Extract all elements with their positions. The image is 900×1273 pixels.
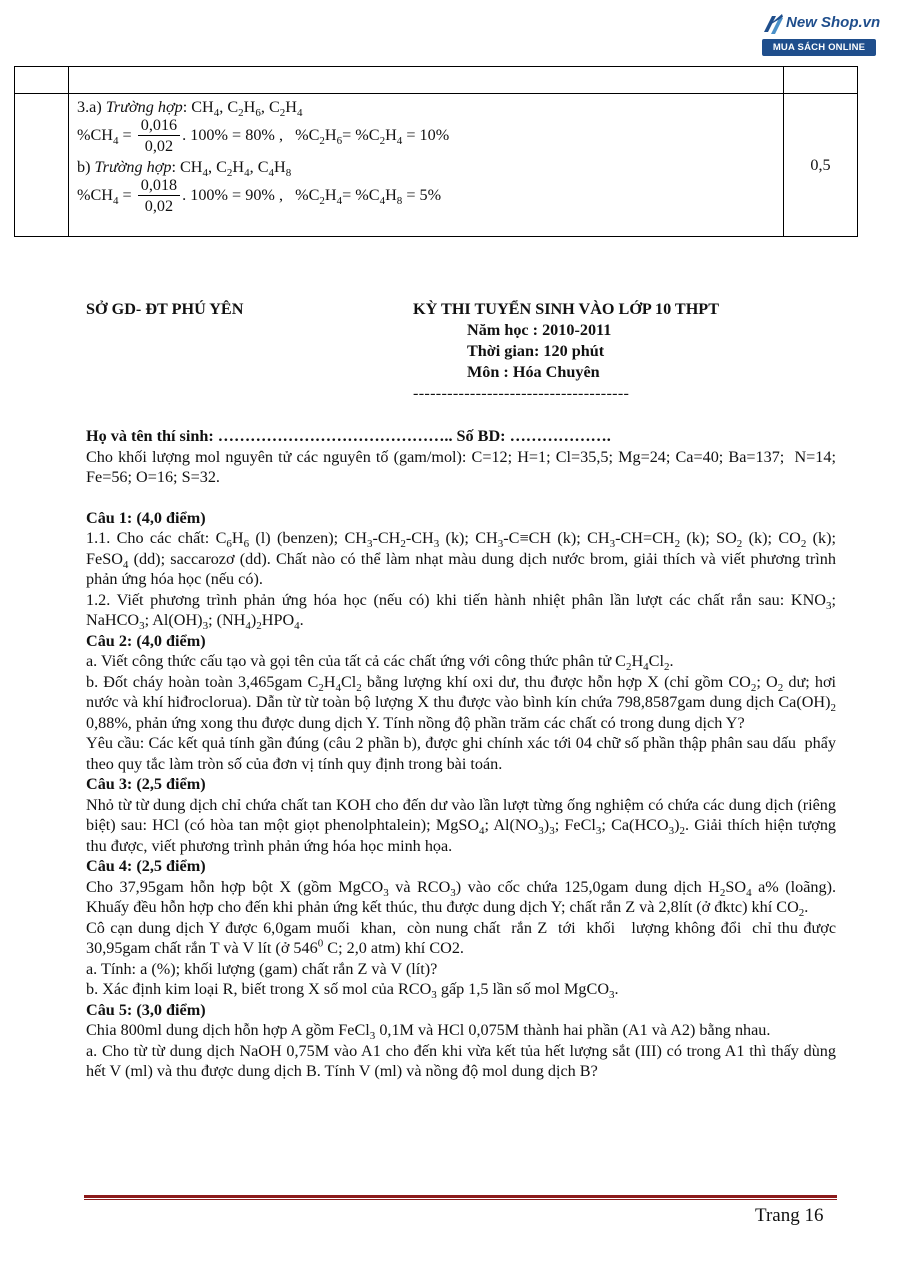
atomic-masses: Cho khối lượng mol nguyên tử các nguyên tố (gam/mol): C=12; H=1; Cl=35,5; Mg=24; Ca=40; Ba=137; N=14; Fe=56; O=16; S=32. xyxy=(86,447,836,486)
score-cell: 0,5 xyxy=(784,94,858,237)
question-4-a: a. Tính: a (%); khối lượng (gam) chất rắn Z và V (lít)? xyxy=(86,959,438,978)
question-2-b: b. Đốt cháy hoàn toàn 3,465gam $C_2H_4Cl_2$ bằng lượng khí oxi dư, thu được hỗn hợp X (chỉ gồm $CO_2$; $O_2$ dư; hơi nước và khí hiđroclorua). Dẫn từ từ toàn bộ lượng X thu được vào bình kín chứa 798,8587gam dung dịch $Ca(OH)_2$ 0,88%, phản ứng xong thu được dung dịch Y. Tính nồng độ phần trăm các chất có trong dung dịch Y? xyxy=(86,672,837,732)
logo-tagline: MUA SÁCH ONLINE xyxy=(762,39,876,56)
fraction-denominator: 0,02 xyxy=(144,137,174,155)
question-5-title: Câu 5: (3,0 điểm) xyxy=(86,1000,206,1019)
department-name: SỞ GD- ĐT PHÚ YÊN xyxy=(86,300,244,318)
table-cell xyxy=(15,67,69,94)
page-number: Trang 16 xyxy=(755,1205,824,1226)
footer-rule xyxy=(84,1195,837,1198)
question-4-text-2: Cô cạn dung dịch Y được 6,0gam muối khan, còn nung chất rắn Z tới khối lượng không đổi chỉ thu được 30,95gam chất rắn T và V lít (ở $546^0$ C; 2,0 atm) khí CO2. xyxy=(86,918,836,957)
newshop-logo xyxy=(760,12,881,60)
exam-duration: Thời gian: 120 phút xyxy=(467,342,605,360)
candidate-info: Họ và tên thí sinh: …………………………………….. Số BD: ………………. xyxy=(86,427,611,445)
answer-formula xyxy=(77,116,783,156)
answer-line: 3.a) Trường hợp: $CH_4$, $C_2H_6$, $C_2H_4$ xyxy=(77,98,303,120)
fraction xyxy=(138,116,180,156)
question-4-title: Câu 4: (2,5 điểm) xyxy=(86,857,206,875)
answer-table xyxy=(14,66,858,237)
formula-lhs: $\%CH_4$ = xyxy=(77,125,132,147)
footer-rule-thin xyxy=(84,1199,837,1200)
question-5-a: a. Cho từ từ dung dịch NaOH 0,75M vào A1 cho đến khi vừa kết tủa hết lượng sắt (III) có trong A1 thì thấy dùng hết V (ml) và thu được dung dịch B. Tính V (ml) và nồng độ mol dung dịch B? xyxy=(86,1041,836,1080)
question-4-b: b. Xác định kim loại R, biết trong X số mol của $RCO_3$ gấp 1,5 lần số mol MgCO$_3$. xyxy=(86,980,619,1002)
exam-body xyxy=(86,426,836,1082)
question-1-title: Câu 1: (4,0 điểm) xyxy=(86,508,206,527)
formula-lhs: $\%CH_4$ = xyxy=(77,185,132,207)
table-cell xyxy=(784,67,858,94)
question-1-1: 1.1. Cho các chất: $C_6H_6$ (l) (benzen); $CH_3-CH_2-CH_3$ (k); $CH_3-C\equiv CH$ (k); $CH_3-CH=CH_2$ (k); $SO_2$ (k); $CO_2$ (k); FeSO$_4$ (dd); saccarozơ (dd). Chất nào có thể làm nhạt màu dung dịch nước brom, giải thích và viết phương trình phản ứng hóa học (nếu có). xyxy=(86,529,837,588)
fraction-numerator: 0,016 xyxy=(138,116,180,136)
newshop-logo-icon xyxy=(762,12,784,36)
exam-subject: Môn : Hóa Chuyên xyxy=(467,363,600,381)
question-2-a: a. Viết công thức cấu tạo và gọi tên của tất cả các chất ứng với công thức phân tử $C_2H_4Cl_2$. xyxy=(86,652,674,674)
formula-rhs: . 100% = 80% , $\%C_2H_6= \%C_2H_4 = 10\%$ xyxy=(182,125,450,147)
logo-brand: New Shop.vn xyxy=(786,14,881,31)
question-2-requirement: Yêu cầu: Các kết quả tính gần đúng (câu 2 phần b), được ghi chính xác tới 04 chữ số phần thập phân sau dấu phẩy theo quy tắc làm tròn số của đơn vị tính quy định trong bài toán. xyxy=(86,734,836,773)
question-3-title: Câu 3: (2,5 điểm) xyxy=(86,775,206,793)
table-cell xyxy=(15,94,69,237)
question-1-2: 1.2. Viết phương trình phản ứng hóa học (nếu có) khi tiến hành nhiệt phân lần lượt các chất rắn sau: $KNO_3$; NaHCO$_3$; $Al(OH)_3$; $(NH_4)_2HPO_4$. xyxy=(86,590,836,633)
answer-content xyxy=(69,94,784,237)
formula-rhs: . 100% = 90% , $\%C_2H_4= \%C_4H_8 = 5\%$ xyxy=(182,185,442,207)
question-5-text: Chia 800ml dung dịch hỗn hợp A gồm FeCl$_3$ 0,1M và HCl 0,075M thành hai phần (A1 và A2) bằng nhau. xyxy=(86,1021,771,1043)
question-3-text: Nhỏ từ từ dung dịch chỉ chứa chất tan KOH cho đến dư vào lần lượt từng ống nghiệm có chứa các dung dịch (riêng biệt) sau: HCl (có hòa tan một giọt phenolphtalein); MgSO$_4$; $Al(NO_3)_3$; FeCl$_3$; $Ca(HCO_3)_2$. Giải thích hiện tượng thu được, viết phương trình phản ứng hóa học minh họa. xyxy=(86,795,837,855)
answer-line: b) Trường hợp: $CH_4$, $C_2H_4$, $C_4H_8$ xyxy=(77,158,292,180)
answer-formula xyxy=(77,176,783,216)
fraction xyxy=(138,176,180,216)
school-year: Năm học : 2010-2011 xyxy=(467,321,612,339)
fraction-denominator: 0,02 xyxy=(144,197,174,215)
exam-title: KỲ THI TUYỂN SINH VÀO LỚP 10 THPT xyxy=(413,300,719,318)
fraction-numerator: 0,018 xyxy=(138,176,180,196)
header-divider: -------------------------------------- xyxy=(413,384,630,402)
question-2-title: Câu 2: (4,0 điểm) xyxy=(86,631,206,650)
table-cell xyxy=(69,67,784,94)
question-4-text: Cho 37,95gam hỗn hợp bột X (gồm MgCO$_3$ và $RCO_3$) vào cốc chứa 125,0gam dung dịch $H_2SO_4$ a% (loãng). Khuấy đều hỗn hợp cho đến khi phản ứng kết thúc, thu được dung dịch Y; chất rắn Z và 2,8lít (ở đktc) khí $CO_2$. xyxy=(86,877,837,920)
